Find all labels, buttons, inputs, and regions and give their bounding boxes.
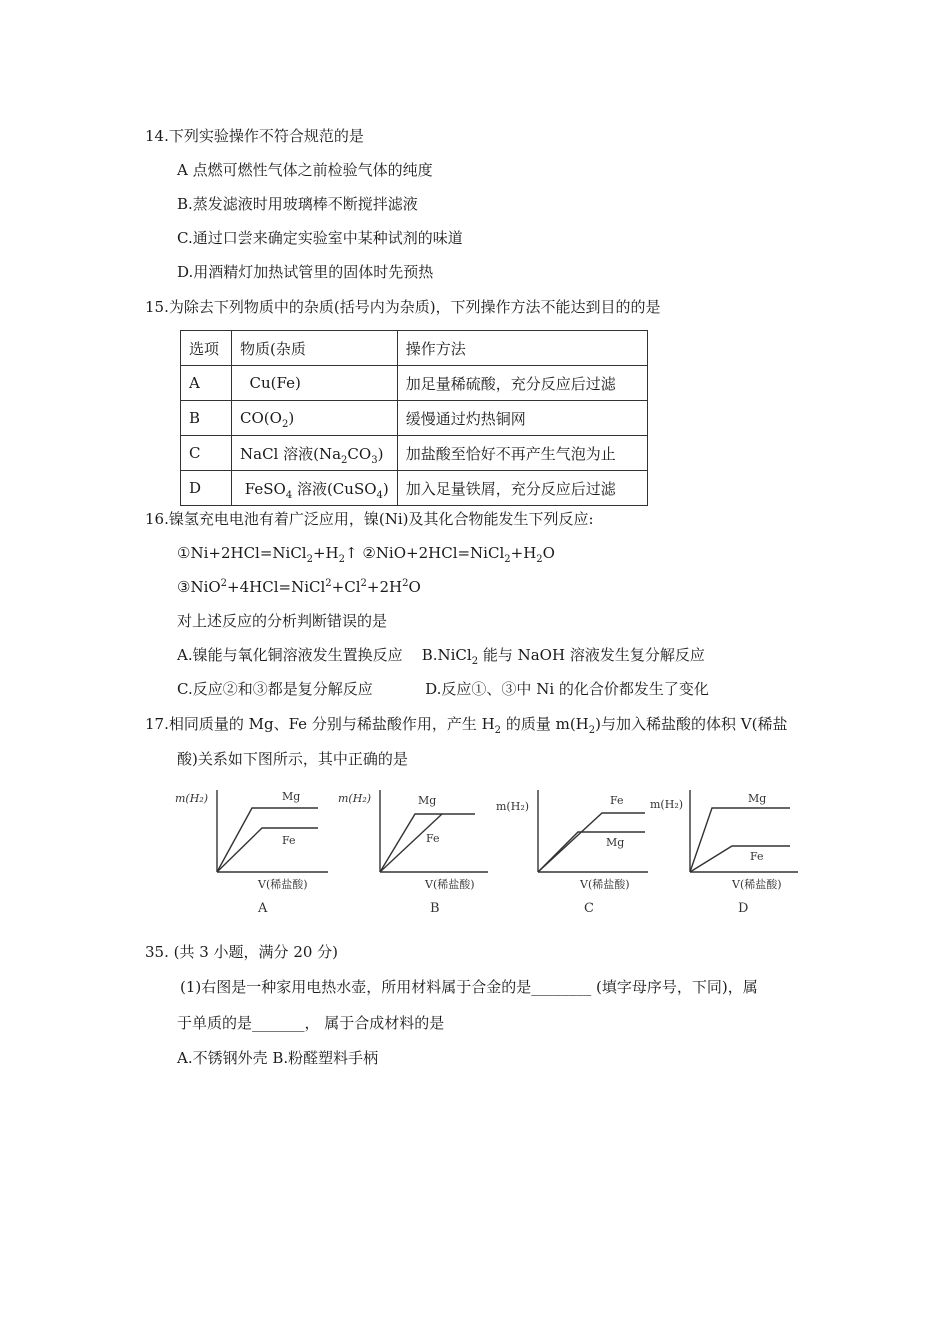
header-substance: 物质(杂质 <box>232 331 398 366</box>
q16-option-c: C.反应②和③都是复分解反应 <box>177 680 373 698</box>
q17-stem-post: )与加入稀盐酸的体积 V(稀盐 <box>595 715 788 733</box>
q35-part1: (1)右图是一种家用电热水壶，所用材料属于合金的是________ (填字母序号，下同)，属 <box>180 978 758 996</box>
header-method: 操作方法 <box>397 331 647 366</box>
q17-stem-mid: 的质量 m(H <box>505 715 589 733</box>
series-label-fe: Fe <box>750 850 764 863</box>
q16-reaction-3: $③NiO^2+4HCl=NiCl^2+Cl^2+2H^2O$ <box>177 578 421 596</box>
graph-panel-b <box>338 790 488 916</box>
graph-panel-a <box>175 790 328 916</box>
q17-graphs <box>170 780 810 920</box>
x-axis-label: V(稀盐酸) <box>425 878 475 891</box>
y-axis-label: m(H₂) <box>175 792 209 805</box>
q17-stem-pre: 17.相同质量的 Mg、Fe 分别与稀盐酸作用，产生 H <box>145 715 495 733</box>
row-substance: Cu(Fe) <box>232 366 398 401</box>
y-axis-label: m(H₂) <box>338 792 372 805</box>
q35-head: 35. (共 3 小题，满分 20 分) <box>145 943 339 961</box>
y-axis-label: m(H₂) <box>650 798 684 811</box>
graph-panel-c <box>496 790 648 916</box>
row-method: 加盐酸至恰好不再产生气泡为止 <box>397 436 647 471</box>
q16-option-b-pre: B.NiCl <box>421 646 472 664</box>
x-axis-label: V(稀盐酸) <box>580 878 630 891</box>
q16-options-cd <box>177 679 709 699</box>
q15-stem: 15.为除去下列物质中的杂质(括号内为杂质)，下列操作方法不能达到目的的是 <box>145 298 661 316</box>
q17-stem: 17.相同质量的 Mg、Fe 分别与稀盐酸作用，产生 $H_2$ 的质量 $m(H_2)$与加入稀盐酸的体积 V(稀盐 <box>145 715 788 736</box>
row-option: A <box>181 366 232 401</box>
row-substance: FeSO$_4$ 溶液(CuSO$_4$) <box>232 471 398 506</box>
panel-label: A <box>258 901 268 916</box>
q16-option-d: D.反应①、③中 Ni 的化合价都发生了变化 <box>425 680 709 698</box>
table-row <box>181 471 648 506</box>
row-method: 加足量稀硫酸，充分反应后过滤 <box>397 366 647 401</box>
q15-table <box>180 330 648 506</box>
q14-option-c: C.通过口尝来确定实验室中某种试剂的味道 <box>177 229 463 247</box>
x-axis-label: V(稀盐酸) <box>732 878 782 891</box>
series-label-mg: Mg <box>282 790 301 803</box>
y-axis-label: m(H₂) <box>496 800 530 813</box>
q35-part1b: 于单质的是_______， 属于合成材料的是 <box>177 1014 445 1032</box>
panel-label: C <box>584 901 594 916</box>
series-label-mg: Mg <box>748 792 767 805</box>
x-axis-label: V(稀盐酸) <box>258 878 308 891</box>
series-label-fe: Fe <box>282 834 296 847</box>
table-header-row <box>181 331 648 366</box>
table-row <box>181 401 648 436</box>
table-row <box>181 436 648 471</box>
q16-stem: 16.镍氢充电电池有着广泛应用，镍(Ni)及其化合物能发生下列反应: <box>145 510 594 528</box>
row-substance: NaCl 溶液$(Na_2CO_3)$ <box>232 436 398 471</box>
row-method: 缓慢通过灼热铜网 <box>397 401 647 436</box>
q16-option-b-post: 能与 NaOH 溶液发生复分解反应 <box>482 646 705 664</box>
series-label-fe: Fe <box>610 794 624 807</box>
q16-option-a: A.镍能与氧化铜溶液发生置换反应 <box>177 646 403 664</box>
series-label-mg: Mg <box>418 794 437 807</box>
q14-option-a: A 点燃可燃性气体之前检验气体的纯度 <box>177 161 433 179</box>
row-option: D <box>181 471 232 506</box>
row-option: C <box>181 436 232 471</box>
q17-stem-line2: 酸)关系如下图所示，其中正确的是 <box>177 750 408 768</box>
q16-options-ab: A.镍能与氧化铜溶液发生置换反应 B.NiCl$_2$ 能与 NaOH 溶液发生复分解反应 <box>177 646 705 667</box>
series-label-fe: Fe <box>426 832 440 845</box>
graph-panel-d <box>650 790 798 916</box>
row-method: 加入足量铁屑，充分反应后过滤 <box>397 471 647 506</box>
panel-label: B <box>430 901 440 916</box>
q14-stem: 14.下列实验操作不符合规范的是 <box>145 127 364 145</box>
panel-label: D <box>738 901 749 916</box>
series-label-mg: Mg <box>606 836 625 849</box>
table-row <box>181 366 648 401</box>
q35-options: A.不锈钢外壳 B.粉醛塑料手柄 <box>177 1049 379 1067</box>
q14-option-b: B.蒸发滤液时用玻璃棒不断搅拌滤液 <box>177 195 418 213</box>
row-substance: $CO(O_2)$ <box>232 401 398 436</box>
header-option: 选项 <box>181 331 232 366</box>
q16-reactions-1-2: $①Ni+2HCl=NiCl_2+H_2↑$ $②NiO+2HCl=NiCl_2+H_2O$ <box>177 544 555 565</box>
q14-option-d: D.用酒精灯加热试管里的固体时先预热 <box>177 263 434 281</box>
q16-prompt: 对上述反应的分析判断错误的是 <box>177 612 388 630</box>
row-option: B <box>181 401 232 436</box>
